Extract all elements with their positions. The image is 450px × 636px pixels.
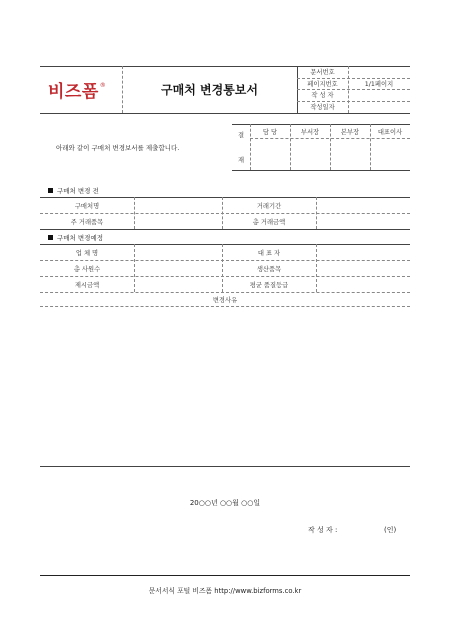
approval-sign-dept-head[interactable]	[291, 139, 329, 169]
company-name-label: 업 체 명	[75, 249, 99, 257]
document-date: 20○○년 ○○월 ○○일	[189, 499, 261, 507]
approval-side-label-bottom: 재	[237, 156, 245, 164]
page-no-label: 페이지번호	[307, 80, 338, 88]
brand-logo-text: 비즈폼	[48, 81, 99, 102]
trade-period-label: 거래기간	[256, 202, 282, 210]
approval-col-division-head: 본부장	[340, 128, 360, 136]
approval-sign-division-head[interactable]	[331, 139, 369, 169]
main-items-label: 주 거래품목	[70, 218, 104, 226]
company-name-value[interactable]	[134, 244, 222, 260]
representative-label: 대 표 자	[257, 249, 281, 257]
supplier-name-value[interactable]	[134, 197, 222, 213]
supplier-name-label: 구매처명	[74, 202, 100, 210]
products-value[interactable]	[316, 260, 410, 276]
signer-label: 작 성 자 :	[308, 526, 338, 534]
quality-grade-label: 평균 품질등급	[249, 281, 289, 289]
employee-count-label: 총 사원수	[73, 265, 101, 273]
date-value[interactable]	[348, 101, 410, 114]
footer-line	[40, 575, 410, 576]
products-label: 생산품목	[256, 265, 282, 273]
doc-no-value[interactable]	[348, 66, 410, 78]
approval-sign-staff[interactable]	[251, 139, 289, 169]
seal-mark[interactable]: (인)	[384, 526, 397, 534]
square-bullet-icon	[48, 235, 53, 240]
author-value[interactable]	[348, 89, 410, 101]
representative-value[interactable]	[316, 244, 410, 260]
change-reason-label: 변경사유	[212, 296, 238, 304]
approval-col-ceo: 대표이사	[377, 128, 403, 136]
quality-grade-value[interactable]	[316, 276, 410, 292]
approval-col-staff: 담 당	[262, 128, 278, 136]
before-bottom-line	[40, 229, 410, 230]
approval-bottom-line	[232, 170, 410, 171]
total-amount-label: 총 거래금액	[252, 218, 286, 226]
brand-logo	[48, 79, 106, 102]
approval-side-label-top: 결	[237, 131, 245, 139]
change-reason-field[interactable]	[40, 307, 410, 465]
date-label: 작성일자	[310, 104, 335, 112]
footer-text: 문서서식 포털 비즈폼 http://www.bizforms.co.kr	[148, 587, 302, 595]
square-bullet-icon	[48, 188, 53, 193]
header-bottom-line	[40, 113, 410, 114]
approval-sign-ceo[interactable]	[371, 139, 409, 169]
offer-amount-value[interactable]	[134, 276, 222, 292]
document-title: 구매처 변경통보서	[161, 83, 258, 97]
reason-bottom-line	[40, 466, 410, 467]
registered-mark-icon: ®	[99, 81, 106, 89]
before-section-header	[48, 185, 99, 195]
page-no-value: 1/1페이지	[364, 80, 394, 88]
main-items-value[interactable]	[134, 213, 222, 229]
after-section-title: 구매처 변경예정	[57, 233, 104, 242]
author-label: 작 성 자	[311, 92, 334, 100]
total-amount-value[interactable]	[316, 213, 410, 229]
employee-count-value[interactable]	[134, 260, 222, 276]
intro-text: 아래와 같이 구매처 변경보서를 제출합니다.	[56, 144, 180, 152]
before-section-title: 구매처 변경 전	[57, 186, 99, 195]
doc-no-label: 문서번호	[310, 69, 335, 77]
offer-amount-label: 제시금액	[74, 281, 100, 289]
after-section-header	[48, 232, 103, 242]
trade-period-value[interactable]	[316, 197, 410, 213]
approval-col-dept-head: 부서장	[300, 128, 320, 136]
